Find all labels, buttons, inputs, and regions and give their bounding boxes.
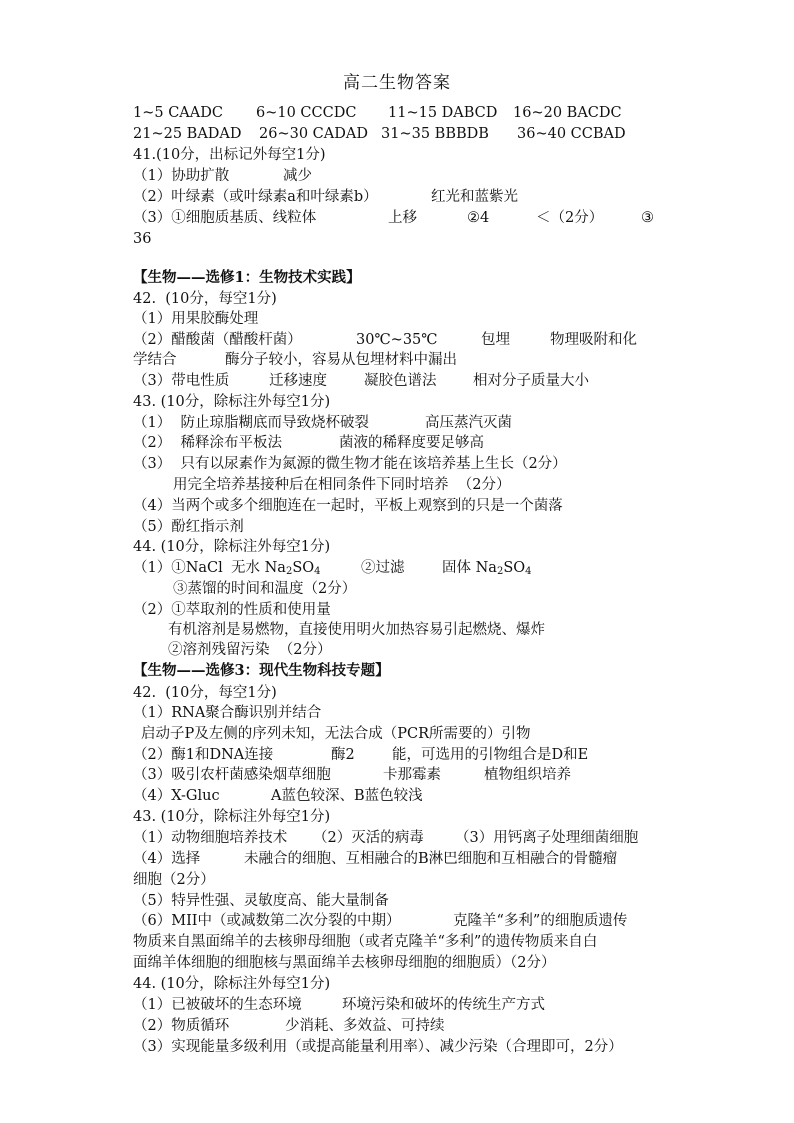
s3-q43-a1-part1: （1）动物细胞培养技术 [133, 830, 288, 846]
q41-a2-part2: 红光和蓝紫光 [431, 189, 518, 205]
s3-q44-answer-2 [133, 1016, 445, 1036]
s3-q43-answer-4-cont: 细胞（2分） [133, 872, 215, 888]
s1-q42-a3-part3: 凝胶色谱法 [364, 373, 437, 389]
s1-q44-a1-part3: ②过滤 [361, 560, 405, 576]
s3-q43-answer-6-cont2: 面绵羊体细胞的细胞核与黑面绵羊去核卵母细胞的细胞质）（2分） [133, 955, 556, 971]
s1-q42-answer-1: （1）用果胶酶处理 [133, 311, 259, 327]
s3-q42-answer-1: （1）RNA聚合酶识别并结合 [133, 705, 322, 721]
s3-q43-a1-part3: （3）用钙离子处理细菌细胞 [455, 830, 639, 846]
choice-16-20: 16~20 BACDC [513, 105, 622, 121]
choice-11-15: 11~15 DABCD [388, 105, 498, 121]
s3-q42-a3-part2: 卡那霉素 [383, 767, 441, 783]
s1-q43-a2-part1: （2） 稀释涂布平板法 [133, 435, 282, 451]
s3-q44-header: 44. (10分，除标注外每空1分) [133, 976, 331, 992]
choice-36-40: 36~40 CCBAD [517, 126, 626, 142]
s3-q43-a4-part2: 未融合的细胞、互相融合的B淋巴细胞和互相融合的骨髓瘤 [244, 851, 618, 867]
q41-a2-part1: （2）叶绿素（或叶绿素a和叶绿素b） [133, 189, 378, 205]
s1-q43-answer-5: （5）酚红指示剂 [133, 519, 244, 535]
formula-sub: 2 [285, 566, 293, 577]
s3-q43-answer-1 [133, 828, 639, 848]
s3-q44-a2-part1: （2）物质循环 [133, 1018, 230, 1034]
s1-q44-a1-part2 [231, 558, 321, 578]
choice-26-30: 26~30 CADAD [259, 126, 368, 142]
choice-1-5: 1~5 CAADC [133, 105, 223, 121]
s3-q42-answer-4 [133, 786, 423, 806]
s1-q43-a1-part1: （1） 防止琼脂糊底而导致烧杯破裂 [133, 415, 369, 431]
q41-a3-part2: 上移 [388, 210, 417, 226]
s1-q44-header: 44. (10分，除标注外每空1分) [133, 539, 331, 555]
s1-q44-answer-2-cont1: 有机溶剂是易燃物，直接使用明火加热容易引起燃烧、爆炸 [168, 622, 545, 638]
q41-answer-3-cont: 36 [133, 231, 152, 247]
s3-q42-a2-part3: 能，可选用的引物组合是D和E [392, 747, 589, 763]
s1-q43-answer-3-cont: 用完全培养基接种后在相同条件下同时培养 （2分） [173, 477, 511, 493]
s3-q42-a2-part1: （2）酶1和DNA连接 [133, 747, 274, 763]
q41-a1-part1: （1）协助扩散 [133, 168, 230, 184]
s1-q42-a3-part2: 迁移速度 [269, 373, 327, 389]
s1-q44-answer-2: （2）①萃取剂的性质和使用量 [133, 602, 331, 618]
s1-q42-answer-3 [133, 371, 589, 391]
s3-q43-a1-part2: （2）灭活的病毒 [313, 830, 424, 846]
s3-q43-answer-4 [133, 849, 618, 869]
page-title: 高二生物答案 [343, 73, 451, 93]
formula-na: 无水 Na [231, 560, 286, 576]
s1-q42-answer-2 [133, 330, 637, 350]
s1-q43-answer-4: （4）当两个或多个细胞连在一起时，平板上观察到的只是一个菌落 [133, 498, 563, 514]
s1-q44-a1-part1: （1）①NaCl [133, 560, 223, 576]
section-1-heading: 【生物——选修1：生物技术实践】 [133, 269, 361, 286]
s3-q42-answer-3 [133, 765, 571, 785]
s1-q43-answer-2 [133, 433, 484, 453]
s1-q42-a3-part4: 相对分子质量大小 [473, 373, 589, 389]
q41-a1-part2: 减少 [283, 168, 312, 184]
s1-q42-header: 42. (10分，每空1分) [133, 291, 277, 307]
s3-q44-answer-1 [133, 995, 545, 1015]
s1-q42-answer-2-cont [133, 350, 457, 370]
s1-q42-a2-part4: 物理吸附和化 [550, 332, 637, 348]
q41-answer-1 [133, 166, 312, 186]
s3-q44-a1-part2: 环境污染和破坏的传统生产方式 [342, 997, 545, 1013]
s1-q42-a2-part3: 包埋 [481, 332, 510, 348]
formula-sub: 4 [525, 566, 532, 577]
s3-q43-header: 43. (10分，除标注外每空1分) [133, 809, 331, 825]
s1-q43-a1-part2: 高压蒸汽灭菌 [425, 415, 512, 431]
q41-a3-part5: ③ [641, 210, 654, 226]
s3-q43-answer-6-cont1: 物质来自黑面绵羊的去核卵母细胞（或者克隆羊“多利”的遗传物质来自白 [133, 934, 598, 950]
s3-q42-a3-part1: （3）吸引农杆菌感染烟草细胞 [133, 767, 331, 783]
formula-sub: 4 [314, 566, 321, 577]
s3-q42-a4-part2: A蓝色较深、B蓝色较浅 [271, 788, 423, 804]
s1-q43-a2-part2: 菌液的稀释度要足够高 [339, 435, 484, 451]
s1-q42-a2c-part2: 酶分子较小，容易从包埋材料中漏出 [225, 352, 457, 368]
formula-na: 固体 Na [442, 560, 497, 576]
section-3-heading: 【生物——选修3：现代生物科技专题】 [133, 662, 390, 679]
s1-q43-header: 43. (10分，除标注外每空1分) [133, 394, 331, 410]
choice-row-1 [133, 103, 622, 123]
s3-q43-answer-6 [133, 911, 628, 931]
s3-q42-a3-part3: 植物组织培养 [484, 767, 571, 783]
s3-q43-a6-part1: （6）MII中（或减数第二次分裂的中期） [133, 913, 401, 929]
formula-sub: 2 [496, 566, 504, 577]
s1-q43-answer-3: （3） 只有以尿素作为氮源的微生物才能在该培养基上生长（2分） [133, 456, 567, 472]
formula-so: SO [503, 560, 526, 576]
q41-a3-part1: （3）①细胞质基质、线粒体 [133, 210, 317, 226]
choice-6-10: 6~10 CCCDC [256, 105, 357, 121]
s3-q42-a2-part2: 酶2 [331, 747, 355, 763]
s3-q42-a4-part1: （4）X-Gluc [133, 788, 220, 804]
s1-q44-answer-1 [133, 558, 532, 578]
s1-q42-a2-part1: （2）醋酸菌（醋酸杆菌） [133, 332, 302, 348]
q41-answer-2 [133, 187, 518, 207]
s1-q42-a3-part1: （3）带电性质 [133, 373, 230, 389]
s3-q43-a4-part1: （4）选择 [133, 851, 201, 867]
choice-31-35: 31~35 BBBDB [381, 126, 489, 142]
s1-q44-answer-1-cont: ③蒸馏的时间和温度（2分） [173, 581, 357, 597]
formula-so: SO [292, 560, 315, 576]
s3-q44-a2-part2: 少消耗、多效益、可持续 [285, 1018, 445, 1034]
choice-21-25: 21~25 BADAD [133, 126, 242, 142]
s1-q42-a2-part2: 30℃~35℃ [356, 332, 438, 348]
s3-q42-answer-2 [133, 745, 589, 765]
q41-a3-part4: ＜（2分） [536, 210, 604, 226]
s3-q43-a6-part2: 克隆羊“多利”的细胞质遗传 [453, 913, 628, 929]
s1-q44-a1-part4 [442, 558, 532, 578]
q41-answer-3 [133, 208, 654, 228]
s3-q42-header: 42. (10分，每空1分) [133, 685, 277, 701]
s3-q44-a1-part1: （1）已被破坏的生态环境 [133, 997, 302, 1013]
s3-q44-answer-3: （3）实现能量多级利用（或提高能量利用率）、减少污染（合理即可，2分） [133, 1039, 623, 1055]
choice-row-2 [133, 124, 626, 144]
s3-q42-answer-1-cont: 启动子P及左侧的序列未知，无法合成（PCR所需要的）引物 [141, 726, 531, 742]
s1-q42-a2c-part1: 学结合 [133, 352, 177, 368]
s1-q43-answer-1 [133, 413, 512, 433]
s3-q43-answer-5: （5）特异性强、灵敏度高、能大量制备 [133, 893, 389, 909]
q41-header: 41.(10分，出标记外每空1分) [133, 147, 326, 163]
s1-q44-answer-2-cont2: ②溶剂残留污染 （2分） [168, 642, 332, 658]
q41-a3-part3: ②4 [467, 210, 490, 226]
